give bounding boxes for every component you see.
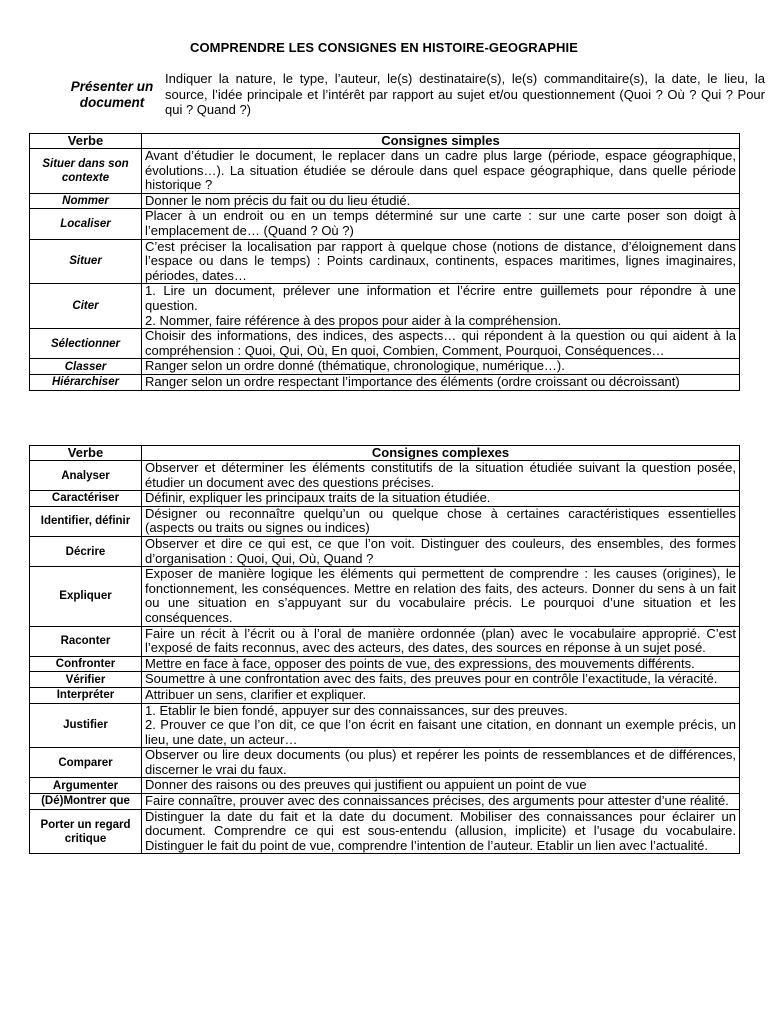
instruction-cell bbox=[142, 359, 740, 375]
table-row bbox=[30, 374, 740, 390]
instruction-cell bbox=[142, 809, 740, 854]
simple-instructions-table bbox=[29, 133, 740, 391]
instruction-text: Ranger selon un ordre respectant l’importance des éléments (ordre croissant ou décroissant) bbox=[145, 373, 680, 389]
instruction-cell bbox=[142, 748, 740, 778]
instruction-text: Observer et dire ce qui est, ce que l’on voit. Distinguer des couleurs, des ensembles, des formes d’organisation : Quoi, Qui, Où, Quand ? bbox=[145, 535, 736, 566]
instruction-text: 1. Lire un document, prélever une information et l’écrire entre guillemets pour répondre à une question. bbox=[145, 283, 736, 313]
instruction-cell bbox=[142, 284, 740, 329]
table-row bbox=[30, 656, 740, 672]
table-row bbox=[30, 567, 740, 626]
instruction-cell bbox=[142, 626, 740, 656]
instruction-text: Donner des raisons ou des preuves qui justifient ou appuient un point de vue bbox=[145, 777, 587, 793]
instruction-cell bbox=[142, 703, 740, 748]
instruction-cell bbox=[142, 239, 740, 284]
instruction-text: Attribuer un sens, clarifier et expliquer. bbox=[145, 686, 367, 702]
instruction-cell bbox=[142, 672, 740, 688]
simple-table-body bbox=[30, 149, 740, 391]
instruction-text: 1. Etablir le bien fondé, appuyer sur des connaissances, sur des preuves. bbox=[145, 702, 568, 718]
instruction-cell bbox=[142, 491, 740, 507]
header-verb: Verbe bbox=[30, 134, 142, 149]
instruction-text: Observer et déterminer les éléments constitutifs de la situation étudiée suivant la question posée, étudier un document avec des questions précises. bbox=[145, 460, 736, 490]
instruction-cell bbox=[142, 149, 740, 194]
table-row bbox=[30, 149, 740, 194]
verb-cell: Citer bbox=[30, 284, 142, 329]
instruction-cell bbox=[142, 209, 740, 239]
instruction-text: 2. Nommer, faire référence à des propos pour aider à la compréhension. bbox=[145, 312, 562, 328]
complex-instructions-table bbox=[29, 445, 740, 854]
table-row bbox=[30, 193, 740, 209]
instruction-text: Ranger selon un ordre donné (thématique, chronologique, numérique…). bbox=[145, 358, 565, 374]
instruction-cell bbox=[142, 656, 740, 672]
instruction-text: Donner le nom précis du fait ou du lieu étudié. bbox=[145, 192, 411, 208]
table-header-row bbox=[30, 134, 740, 149]
table-row bbox=[30, 329, 740, 359]
instruction-cell bbox=[142, 193, 740, 209]
table-row bbox=[30, 461, 740, 491]
table-row bbox=[30, 284, 740, 329]
table-row bbox=[30, 687, 740, 703]
table-row bbox=[30, 809, 740, 854]
header-description: Consignes simples bbox=[142, 134, 740, 149]
table-row bbox=[30, 491, 740, 507]
verb-cell: Identifier, définir bbox=[30, 506, 142, 536]
table-row bbox=[30, 506, 740, 536]
instruction-text: Distinguer la date du fait et la date du document. Mobiliser des connaissances pour éclairer un document. Comprendre ce qui est sous-entendu (allusion, implicite) et l’usage du vocabulaire. Distinguer le fait du point de vue, comprendre l’intention de l’auteur. Etablir un lien avec l’actualité. bbox=[145, 808, 736, 853]
intro-text: Indiquer la nature, le type, l’auteur, le(s) destinataire(s), le(s) commanditaire(s), la date, le lieu, la source, l’idée principale et l’intérêt par rapport au sujet et/ou questionnement (Quoi ? Où ? Qui ? Pour qui ? Quand ?) bbox=[165, 71, 765, 117]
verb-cell: (Dé)Montrer que bbox=[30, 794, 142, 810]
instruction-cell bbox=[142, 567, 740, 626]
verb-cell: Nommer bbox=[30, 193, 142, 209]
table-row bbox=[30, 536, 740, 566]
verb-cell: Porter un regard critique bbox=[30, 809, 142, 854]
instruction-cell bbox=[142, 794, 740, 810]
verb-cell: Expliquer bbox=[30, 567, 142, 626]
verb-cell: Sélectionner bbox=[30, 329, 142, 359]
instruction-cell bbox=[142, 506, 740, 536]
table-header-row bbox=[30, 446, 740, 461]
instruction-cell bbox=[142, 461, 740, 491]
table-row bbox=[30, 703, 740, 748]
verb-cell: Localiser bbox=[30, 209, 142, 239]
instruction-text: Choisir des informations, des indices, des aspects… qui répondent à la question ou qui aident à la compréhension : Quoi, Qui, Où, En quoi, Combien, Comment, Pourquoi, Conséquences… bbox=[145, 328, 736, 358]
verb-cell: Classer bbox=[30, 359, 142, 375]
instruction-text: Faire connaître, prouver avec des connaissances précises, des arguments pour attester d’une réalité. bbox=[145, 793, 729, 809]
verb-cell: Situer dans son contexte bbox=[30, 149, 142, 194]
verb-cell: Décrire bbox=[30, 536, 142, 566]
instruction-text: Exposer de manière logique les éléments qui permettent de comprendre : les causes (origines), le fonctionnement, les conséquences. Mettre en relation des faits, des acteurs. Donner du sens à un fait ou une situation en s’appuyant sur du vocabulaire précis. Le pourquoi d’une situation et les conséquences. bbox=[145, 566, 736, 625]
instruction-text: Désigner ou reconnaître quelqu’un ou quelque chose à certaines caractéristiques essentielles (aspects ou traits ou signes ou indices) bbox=[145, 505, 736, 536]
instruction-text: Observer ou lire deux documents (ou plus) et repérer les points de ressemblances et de différences, discerner le vrai du faux. bbox=[145, 747, 736, 777]
instruction-cell bbox=[142, 536, 740, 566]
verb-cell: Raconter bbox=[30, 626, 142, 656]
intro-label: Présenter un document bbox=[70, 79, 154, 110]
instruction-text: Définir, expliquer les principaux traits de la situation étudiée. bbox=[145, 490, 491, 506]
instruction-cell bbox=[142, 687, 740, 703]
instruction-cell bbox=[142, 329, 740, 359]
instruction-text: Mettre en face à face, opposer des points de vue, des expressions, des mouvements différents. bbox=[145, 655, 695, 671]
instruction-cell bbox=[142, 778, 740, 794]
verb-cell: Confronter bbox=[30, 656, 142, 672]
table-row bbox=[30, 626, 740, 656]
instruction-text: Faire un récit à l’écrit ou à l’oral de manière ordonnée (plan) avec le vocabulaire approprié. C’est l’exposé de faits reconnus, avec des acteurs, des dates, des sources en réponse à un sujet posé. bbox=[145, 625, 736, 656]
verb-cell: Interpréter bbox=[30, 687, 142, 703]
table-row bbox=[30, 794, 740, 810]
verb-cell: Hiérarchiser bbox=[30, 374, 142, 390]
verb-cell: Vérifier bbox=[30, 672, 142, 688]
table-row bbox=[30, 672, 740, 688]
table-row bbox=[30, 359, 740, 375]
table-row bbox=[30, 748, 740, 778]
verb-cell: Analyser bbox=[30, 461, 142, 491]
verb-cell: Justifier bbox=[30, 703, 142, 748]
verb-cell: Argumenter bbox=[30, 778, 142, 794]
instruction-text: 2. Prouver ce que l’on dit, ce que l’on écrit en faisant une citation, en donnant un exemple précis, un lieu, une date, un acteur… bbox=[145, 717, 736, 747]
table-row bbox=[30, 239, 740, 284]
instruction-text: Soumettre à une confrontation avec des faits, des preuves pour en contrôle l’exactitude, la véracité. bbox=[145, 671, 718, 687]
page-title: COMPRENDRE LES CONSIGNES EN HISTOIRE-GEOGRAPHIE bbox=[189, 40, 578, 55]
instruction-text: C’est préciser la localisation par rapport à quelque chose (notions de distance, d’éloignement dans l’espace ou dans le temps) : Points cardinaux, continents, espaces maritimes, lignes imaginaires, périodes, dates… bbox=[145, 238, 736, 283]
instruction-text: Placer à un endroit ou en un temps déterminé sur une carte : sur une carte poser son doigt à l’emplacement de… (Quand ? Où ?) bbox=[145, 208, 736, 238]
instruction-cell bbox=[142, 374, 740, 390]
header-description: Consignes complexes bbox=[142, 446, 740, 461]
verb-cell: Comparer bbox=[30, 748, 142, 778]
verb-cell: Caractériser bbox=[30, 491, 142, 507]
table-row bbox=[30, 778, 740, 794]
header-verb: Verbe bbox=[30, 446, 142, 461]
table-row bbox=[30, 209, 740, 239]
complex-table-body bbox=[30, 461, 740, 854]
instruction-text: Avant d’étudier le document, le replacer dans un cadre plus large (période, espace géographique, évolutions…). La situation étudiée se déroule dans quel espace géographique, dans quelle période historique ? bbox=[145, 148, 736, 193]
verb-cell: Situer bbox=[30, 239, 142, 284]
